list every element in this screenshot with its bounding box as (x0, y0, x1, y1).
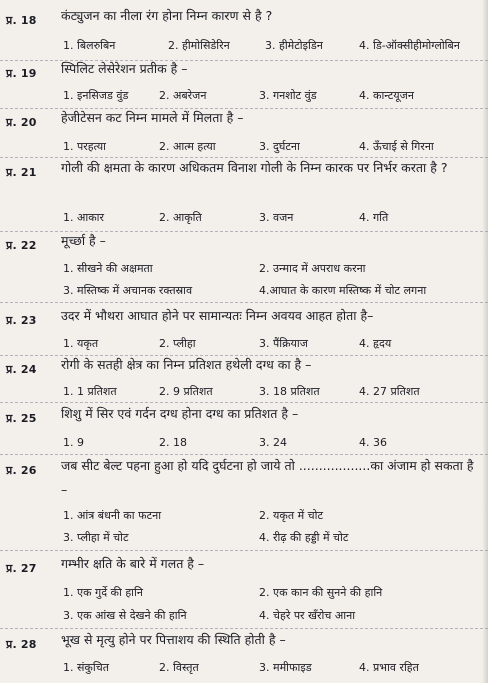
question-number: प्र. 26 (6, 464, 37, 477)
option-2: 2. आकृति (159, 211, 202, 224)
option-3: 3. ममीफाइड (259, 661, 312, 674)
option-1: 1. परहत्या (63, 140, 106, 153)
option-1: 1. संकुचित (63, 661, 109, 674)
divider (0, 550, 488, 551)
option-3: 3. वजन (259, 211, 294, 224)
question-number: प्र. 18 (6, 14, 37, 27)
option-1: 1. यकृत (63, 337, 99, 350)
option-3: 3. 24 (259, 436, 287, 449)
option-2: 2. विस्तृत (159, 661, 199, 674)
option-2: 2. 18 (159, 436, 187, 449)
option-3: 3. प्लीहा में चोट (63, 531, 129, 544)
option-4: 4. प्रभाव रहित (359, 661, 419, 674)
option-4: 4. रीढ़ की हड्डी में चोट (259, 531, 349, 544)
question-number: प्र. 23 (6, 314, 37, 327)
question-number: प्र. 25 (6, 412, 37, 425)
option-1: 1. आकार (63, 211, 105, 224)
option-3: 3. मस्तिष्क में अचानक रक्तस्राव (63, 284, 193, 297)
option-4: 4. 36 (359, 436, 387, 449)
option-4: 4. 27 प्रतिशत (359, 385, 420, 398)
option-3: 3. एक आंख से देखने की हानि (63, 609, 187, 622)
option-2: 2. आत्म हत्या (159, 140, 216, 153)
option-2: 2. प्लीहा (159, 337, 196, 350)
option-1: 1. बिलरुबिन (63, 39, 116, 52)
question-number: प्र. 19 (6, 67, 37, 80)
divider (0, 302, 488, 303)
option-2: 2. अबरेजन (159, 89, 207, 102)
option-2: 2. हीमोसिडेरिन (168, 39, 230, 52)
question-number: प्र. 27 (6, 562, 37, 575)
option-1: 1. 1 प्रतिशत (63, 385, 117, 398)
option-1: 1. एक गुर्दे की हानि (63, 586, 143, 599)
question-text: गोली की क्षमता के कारण अधिकतम विनाश गोली के निम्न कारक पर निर्भर करता है ? (61, 160, 448, 175)
option-3: 3. दुर्घटना (259, 140, 300, 153)
option-3: 3. 18 प्रतिशत (259, 385, 320, 398)
option-1: 1. आंत्र बंधनी का फटना (63, 509, 162, 522)
option-4: 4. चेहरे पर खँरोच आना (259, 609, 356, 622)
question-text: जब सीट बेल्ट पहना हुआ हो यदि दुर्घटना हो जाये तो ..................का अंजाम हो सकता है – (61, 458, 474, 497)
option-4: 4. हृदय (359, 337, 392, 350)
option-3: 3. गनशोट वुंड (259, 89, 317, 102)
question-text: शिशु में सिर एवं गर्दन दग्ध होना दग्ध का प्रतिशत है – (61, 406, 299, 421)
option-4: 4. डि-ऑक्सीहीमोग्लोबिन (359, 39, 460, 52)
question-number: प्र. 28 (6, 638, 37, 651)
option-2: 2. यकृत में चोट (259, 509, 324, 522)
question-text: कंट्युजन का नीला रंग होना निम्न कारण से है ? (61, 8, 273, 23)
question-text: रोगी के सतही क्षेत्र का निम्न प्रतिशत हथेली दग्ध का है – (61, 357, 312, 372)
option-1: 1. सीखने की अक्षमता (63, 262, 153, 275)
option-4: 4. ऊँचाई से गिरना (359, 140, 434, 153)
question-number: प्र. 20 (6, 116, 37, 129)
question-text: उदर में भौथरा आघात होने पर सामान्यतः निम्न अवयव आहत होता है– (61, 308, 374, 323)
option-3: 3. हीमेटोइडिन (265, 39, 323, 52)
question-text: गम्भीर क्षति के बारे में गलत है – (61, 556, 205, 571)
page-edge-shadow (482, 0, 488, 683)
option-3: 3. पैंक्रियाज (259, 337, 308, 350)
question-number: प्र. 22 (6, 239, 37, 252)
option-4: 4.आघात के कारण मस्तिष्क में चोट लगना (259, 284, 427, 297)
question-text: भूख से मृत्यु होने पर पित्ताशय की स्थिति होती है – (61, 632, 286, 647)
option-2: 2. 9 प्रतिशत (159, 385, 213, 398)
option-1: 1. इनसिजड वुंड (63, 89, 129, 102)
option-4: 4. गति (359, 211, 389, 224)
option-2: 2. एक कान की सुनने की हानि (259, 586, 383, 599)
question-number: प्र. 24 (6, 363, 37, 376)
option-4: 4. कान्टयूजन (359, 89, 414, 102)
option-1: 1. 9 (63, 436, 84, 449)
question-text: हेजीटेसन कट निम्न मामले में मिलता है – (61, 110, 244, 125)
question-text: मूर्च्छा है – (61, 233, 106, 248)
option-2: 2. उन्माद में अपराध करना (259, 262, 366, 275)
question-number: प्र. 21 (6, 166, 37, 179)
question-text: स्पिलिट लेसेरेशन प्रतीक है – (61, 61, 188, 76)
